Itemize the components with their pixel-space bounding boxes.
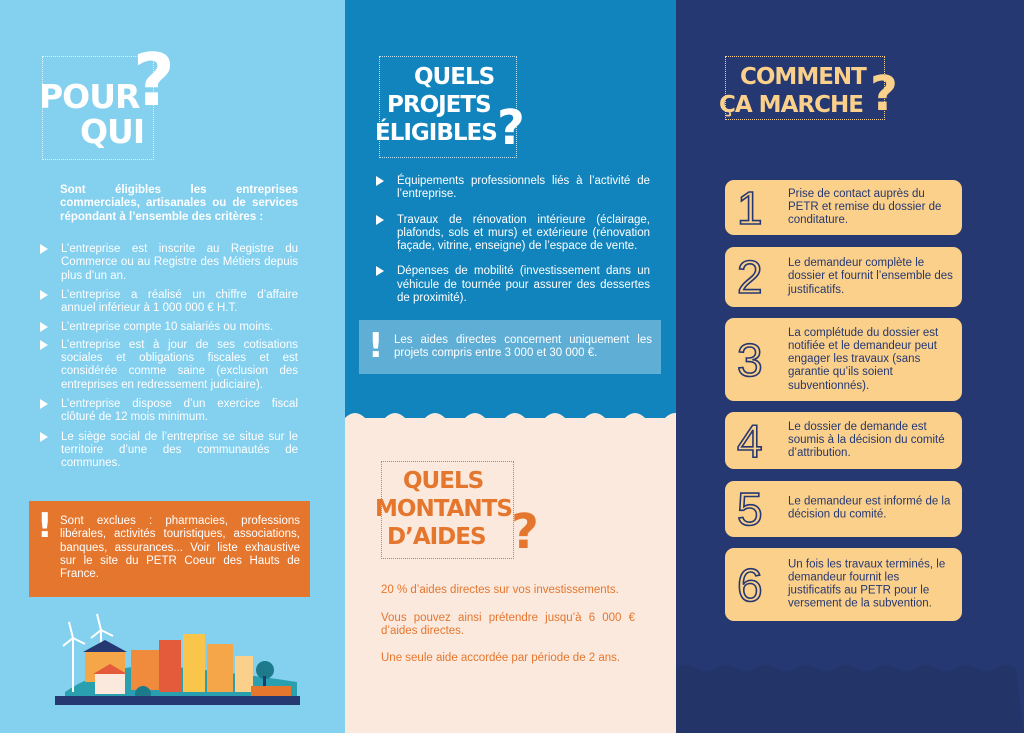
step-text: Le demandeur est informé de la décision du comité. <box>788 495 951 521</box>
step-card <box>725 412 962 469</box>
step-text: La complétude du dossier est notifiée et le demandeur peut engager les travaux (sans garantie qu’ils soient subventionnés). <box>788 326 939 392</box>
projet-item: Équipements professionnels liés à l’activité de l’entreprise. <box>376 175 650 202</box>
montants-title-line2: MONTANTS <box>375 496 512 522</box>
warning-icon: ! <box>37 506 53 546</box>
eligibility-intro: Sont éligibles les entreprises commerciales, artisanales ou de services répondant à l’ensemble des critères : <box>60 184 298 223</box>
step-card <box>725 548 962 621</box>
montants-rate: 20 % d’aides directes sur vos investissements. <box>381 584 619 596</box>
step-text: Le dossier de demande est soumis à la décision du comité d’attribution. <box>788 420 945 460</box>
criteria-item: L’entreprise est à jour de ses cotisations sociales et obligations fiscales et est considérée comme saine (exclusion des entreprises en redressement judiciaire). <box>40 339 298 392</box>
step-number: 4 <box>737 414 763 467</box>
question-mark-icon: ? <box>497 100 525 156</box>
criteria-item: L’entreprise est inscrite au Registre du Commerce ou au Registre des Métiers depuis plus d’un an. <box>40 243 298 283</box>
step-number: 1 <box>737 181 763 234</box>
projets-title-line2: PROJETS <box>387 92 491 118</box>
projet-item: Dépenses de mobilité (investissement dans un véhicule de tournée pour assurer des dessertes de proximité). <box>376 265 650 305</box>
comment-panel <box>676 0 1024 733</box>
town-illustration <box>55 610 300 705</box>
bullet-triangle-icon <box>376 176 384 186</box>
step-text: Un fois les travaux terminés, le demandeur fournit les justificatifs au PETR pour le versement de la subvention. <box>788 557 946 610</box>
pour-qui-title-line1: POUR <box>39 77 140 116</box>
bullet-triangle-icon <box>40 244 48 254</box>
montants-title-line3: D’AIDES <box>387 524 486 550</box>
wave-divider <box>345 406 676 430</box>
montants-frequency: Une seule aide accordée par période de 2 ans. <box>381 652 621 664</box>
bullet-triangle-icon <box>376 266 384 276</box>
criteria-item: L’entreprise compte 10 salariés ou moins. <box>40 321 298 334</box>
step-card <box>725 247 962 307</box>
bullet-triangle-icon <box>40 290 48 300</box>
step-text: Le demandeur complète le dossier et fournit l’ensemble des justificatifs. <box>788 257 953 296</box>
bullet-triangle-icon <box>40 322 48 332</box>
step-card <box>725 481 962 537</box>
warning-icon: ! <box>368 326 384 366</box>
step-card <box>725 318 962 401</box>
question-mark-icon: ? <box>511 504 539 560</box>
question-mark-icon: ? <box>133 38 175 122</box>
montants-title-line1: QUELS <box>403 468 484 494</box>
wave-decoration <box>676 660 1024 733</box>
amount-range-text: Les aides directes concernent uniquement les projets compris entre 3 000 et 30 000 €. <box>394 334 652 360</box>
criteria-list <box>40 243 298 470</box>
bullet-triangle-icon <box>40 340 48 350</box>
step-number: 5 <box>737 483 763 535</box>
comment-title-line2: ÇA MARCHE <box>719 92 863 118</box>
exclusion-box <box>29 501 310 597</box>
amount-range-note <box>359 320 661 374</box>
exclusion-text: Sont exclues : pharmacies, professions libérales, activités touristiques, associations, banques, assurances... Voir liste exhaustive sur le site du PETR Coeur des Hauts de France. <box>60 515 300 581</box>
criteria-item: L’entreprise dispose d’un exercice fiscal clôturé de 12 mois minimum. <box>40 398 298 425</box>
bullet-triangle-icon <box>40 432 48 442</box>
step-number: 3 <box>737 333 763 386</box>
projet-item: Travaux de rénovation intérieure (éclairage, plafonds, sols et murs) et extérieure (rénovation façade, vitrine, enseigne) de l’espace de vente. <box>376 214 650 254</box>
criteria-item: L’entreprise a réalisé un chiffre d’affaire annuel inférieur à 1 000 000 € H.T. <box>40 289 298 316</box>
pour-qui-panel <box>0 0 345 733</box>
projets-list <box>376 175 650 305</box>
step-number: 6 <box>737 558 763 611</box>
step-text: Prise de contact auprès du PETR et remise du dossier de conditature. <box>788 187 942 227</box>
bullet-triangle-icon <box>40 399 48 409</box>
projets-title-line1: QUELS <box>414 64 495 90</box>
montants-max: Vous pouvez ainsi prétendre jusqu’à 6 000 € d’aides directes. <box>381 612 635 638</box>
projets-title-line3: ÉLIGIBLES <box>375 120 497 146</box>
step-number: 2 <box>737 251 763 303</box>
comment-title-line1: COMMENT <box>740 64 866 90</box>
pour-qui-title-line2: QUI <box>80 112 145 151</box>
criteria-item: Le siège social de l’entreprise se situe sur le territoire d’une des communautés de communes. <box>40 431 298 471</box>
question-mark-icon: ? <box>870 66 898 122</box>
montants-panel <box>345 418 676 733</box>
bullet-triangle-icon <box>376 215 384 225</box>
projets-panel <box>345 0 676 733</box>
step-card <box>725 180 962 235</box>
